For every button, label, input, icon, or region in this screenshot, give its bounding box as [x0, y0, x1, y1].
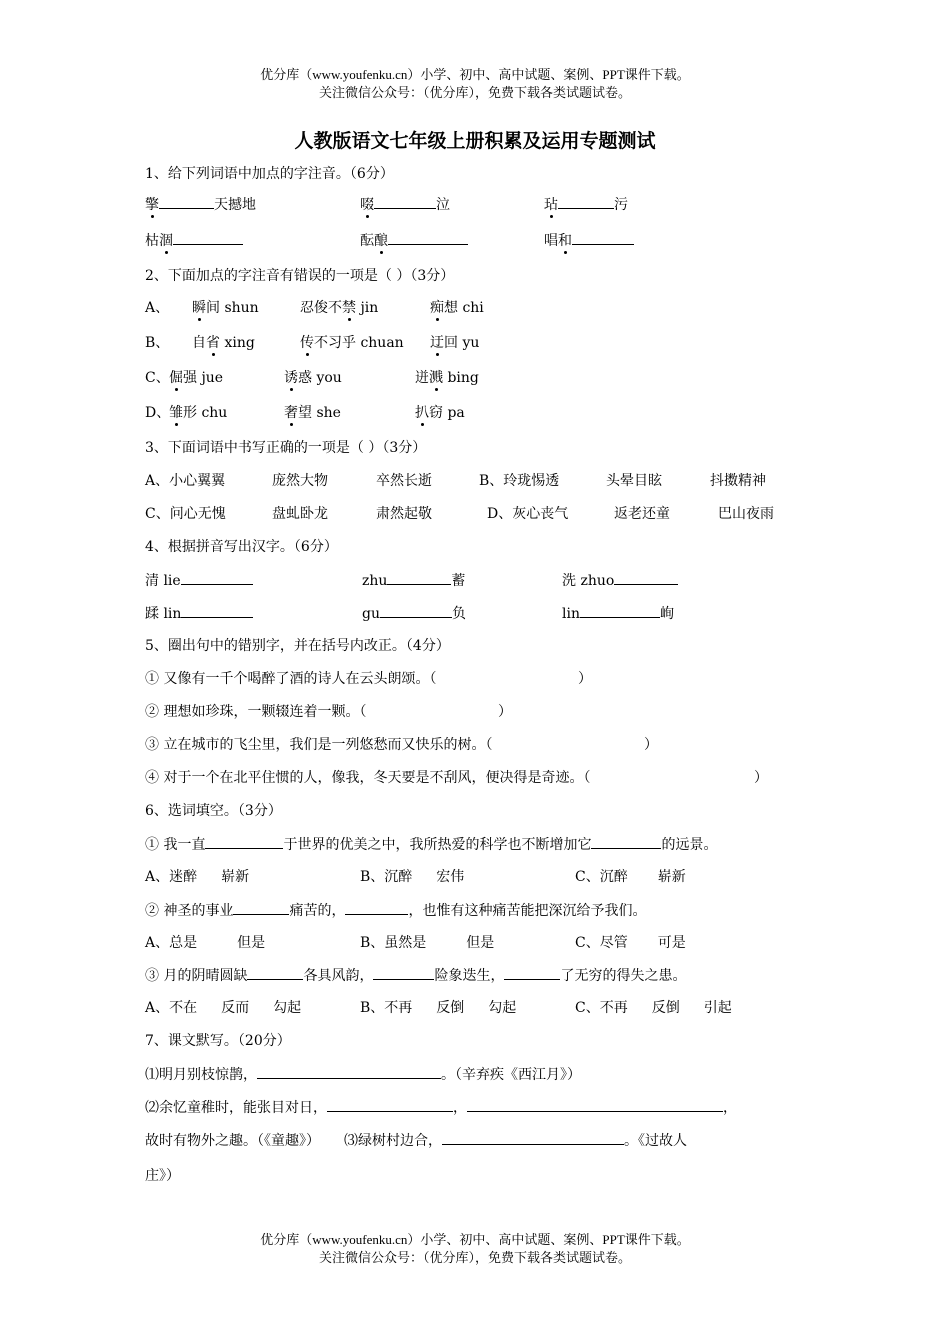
q6-heading: 6、选词填空。（3分）: [145, 803, 282, 819]
q2-option-item: 瞬间 shun: [192, 300, 259, 316]
q7-line-1: ⑴明月别枝惊鹊， 。（辛弃疾《西江月》）: [145, 1064, 581, 1085]
q6-sentence-1: ① 我一直 于世界的优美之中，我所热爱的科学也不断增加它 的远景。: [145, 834, 717, 855]
q3-option-word: 肃然起敬: [376, 506, 432, 522]
q5-sentence: ② 理想如珍珠，一颗辍连着一颗。（: [145, 704, 367, 720]
q3-option-word: 巴山夜雨: [718, 506, 774, 522]
q6-option: C、不再 反倒 引起: [575, 1000, 732, 1016]
q2-option-item: 痴想 chi: [430, 300, 484, 316]
q3-option-word: 卒然长逝: [376, 473, 432, 489]
q4-item: lin 峋: [562, 603, 674, 624]
q6-option: B、不再 反倒 勾起: [360, 1000, 517, 1016]
q5-heading: 5、圈出句中的错别字，并在括号内改正。（4分）: [145, 638, 450, 654]
q6-option: A、不在 反而 勾起: [145, 1000, 302, 1016]
q5-sentence: ③ 立在城市的飞尘里，我们是一列悠愁而又快乐的树。（: [145, 737, 493, 753]
q5-close-bracket: ）: [754, 770, 768, 786]
q2-option-item: 迂回 yu: [430, 335, 480, 351]
q7-line-2: ⑵余忆童稚时，能张目对日， ， ，: [145, 1097, 737, 1118]
q2-option-item: 倔强 jue: [169, 370, 224, 386]
q6-option: C、沉醉 崭新: [575, 869, 686, 885]
q6-sentence-2: ② 神圣的事业 痛苦的， ，也惟有这种痛苦能把深沉给予我们。: [145, 900, 646, 921]
q4-item: 洗 zhuo: [562, 570, 678, 591]
q3-option-word: D、灰心丧气: [487, 506, 569, 522]
q1-item: 玷 污: [544, 194, 628, 215]
q2-option-item: 扒窃 pa: [415, 405, 465, 421]
q5-close-bracket: ）: [498, 704, 512, 720]
q6-option: B、沉醉 宏伟: [360, 869, 465, 885]
q4-item: gu 负: [362, 603, 466, 624]
q7-line-3: 故时有物外之趣。（《童趣》） ⑶绿树村边合， 。《过故人: [145, 1130, 687, 1151]
site-footer-line2: 关注微信公众号：（优分库），免费下载各类试题试卷。: [318, 1250, 631, 1265]
q4-item: 清 lie: [145, 570, 253, 591]
q7-heading: 7、课文默写。（20分）: [145, 1033, 291, 1049]
q3-option-word: 盘虬卧龙: [272, 506, 328, 522]
q2-option-item: 自省 xing: [192, 335, 255, 351]
page-title: 人教版语文七年级上册积累及运用专题测试: [294, 130, 656, 152]
q2-option-item: 迸溅 bing: [415, 370, 479, 386]
site-banner-line1: 优分库（www.youfenku.cn）小学、初中、高中试题、案例、PPT课件下载。: [260, 67, 690, 82]
q2-option-item: 传不习乎 chuan: [300, 335, 404, 351]
q2-option-label: D、: [145, 405, 171, 421]
q2-heading: 2、下面加点的字注音有错误的一项是（ ）（3分）: [145, 268, 455, 284]
q5-close-bracket: ）: [644, 737, 658, 753]
q6-option: A、总是 但是: [145, 935, 266, 951]
q1-item: 酝酿: [360, 230, 468, 251]
q2-option-item: 奢望 she: [284, 405, 341, 421]
q3-option-word: 头晕目眩: [606, 473, 662, 489]
site-banner-line2: 关注微信公众号：（优分库），免费下载各类试题试卷。: [318, 85, 631, 100]
q6-option: A、迷醉 崭新: [145, 869, 250, 885]
q3-heading: 3、下面词语中书写正确的一项是（ ）（3分）: [145, 440, 427, 456]
q5-sentence: ④ 对于一个在北平住惯的人，像我，冬天要是不刮风，便决得是奇迹。（: [145, 770, 591, 786]
q4-item: 蹂 lin: [145, 603, 253, 624]
q2-option-item: 雏形 chu: [169, 405, 228, 421]
q6-sentence-3: ③ 月的阴晴圆缺 各具风韵， 险象迭生， 了无穷的得失之患。: [145, 965, 686, 986]
q1-item: 啜 泣: [360, 194, 450, 215]
q3-option-word: A、小心翼翼: [145, 473, 226, 489]
q2-option-label: C、: [145, 370, 170, 386]
q1-heading: 1、给下列词语中加点的字注音。（6分）: [145, 166, 394, 182]
q1-item: 擎 天撼地: [145, 194, 256, 215]
q5-close-bracket: ）: [578, 671, 592, 687]
q6-option: B、虽然是 但是: [360, 935, 495, 951]
q1-item: 唱和: [544, 230, 634, 251]
q6-option: C、尽管 可是: [575, 935, 686, 951]
q3-option-word: B、玲珑惕透: [479, 473, 560, 489]
q2-option-label: B、: [145, 335, 170, 351]
q2-option-item: 诱惑 you: [284, 370, 342, 386]
q4-heading: 4、根据拼音写出汉字。（6分）: [145, 539, 338, 555]
q3-option-word: 返老还童: [614, 506, 670, 522]
q4-item: zhu 蓄: [362, 570, 465, 591]
q3-option-word: 抖擞精神: [710, 473, 766, 489]
site-footer-line1: 优分库（www.youfenku.cn）小学、初中、高中试题、案例、PPT课件下载。: [260, 1232, 690, 1247]
q2-option-label: A、: [145, 300, 170, 316]
q3-option-word: C、问心无愧: [145, 506, 226, 522]
q2-option-item: 忍俊不禁 jin: [300, 300, 379, 316]
q7-line-4: 庄》）: [145, 1168, 180, 1184]
q3-option-word: 庞然大物: [272, 473, 328, 489]
q1-item: 枯涸: [145, 230, 243, 251]
q5-sentence: ① 又像有一千个喝醉了酒的诗人在云头朗颂。（: [145, 671, 437, 687]
